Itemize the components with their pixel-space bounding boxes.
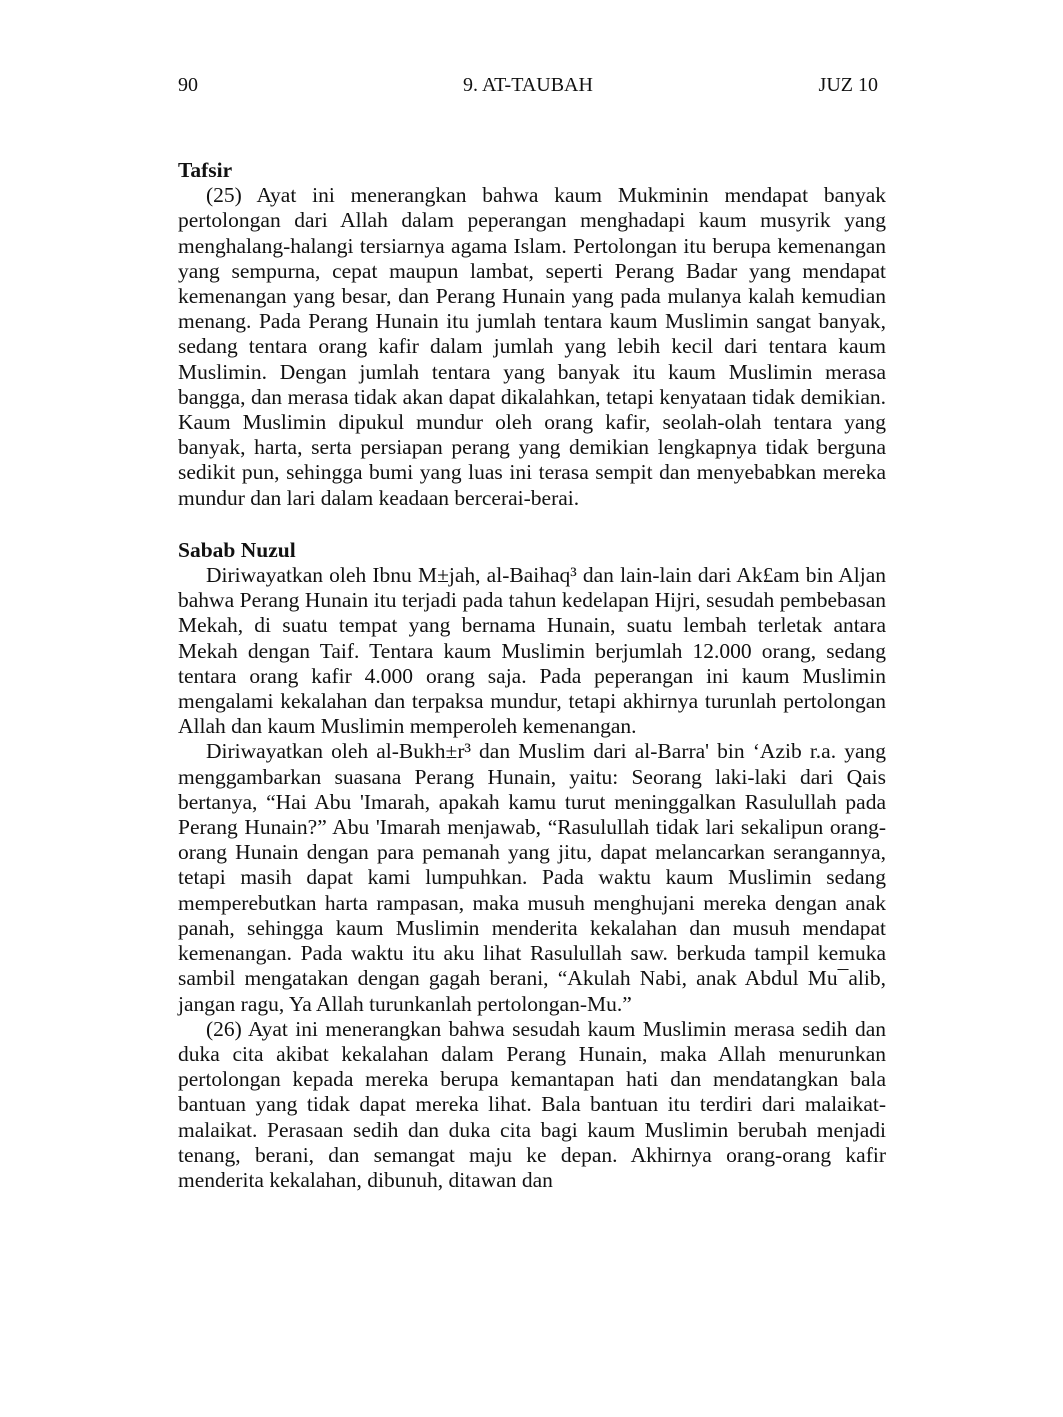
page-number: 90 <box>178 74 198 96</box>
section-spacer <box>178 511 886 538</box>
chapter-title: 9. AT-TAUBAH <box>463 74 593 96</box>
tafsir-heading: Tafsir <box>178 158 233 182</box>
running-header <box>178 74 878 102</box>
sabab-nuzul-paragraph-1: Diriwayatkan oleh Ibnu M±jah, al-Baihaq³ dan lain-lain dari Ak£am bin Aljan bahwa Perang Hunain itu terjadi pada tahun kedelapan Hijri, sesudah pembebasan Mekah, di suatu tempat yang bernama Hunain, suatu lembah terletak antara Mekah dengan Taif. Tentara kaum Muslimin berjumlah 12.000 orang, sedang tentara orang kafir 4.000 orang saja. Pada peperangan ini kaum Muslimin mengalami kekalahan dan terpaksa mundur, tetapi akhirnya turunlah pertolongan Allah dan kaum Muslimin memperoleh kemenangan. <box>178 563 886 739</box>
page-body <box>178 158 886 1193</box>
tafsir-paragraph-26: (26) Ayat ini menerangkan bahwa sesudah kaum Muslimin merasa sedih dan duka cita akibat kekalahan dalam Perang Hunain, maka Allah menurunkan pertolongan kepada mereka berupa kemantapan hati dan mendatangkan bala bantuan yang tidak dapat mereka lihat. Bala bantuan itu terdiri dari malaikat-malaikat. Perasaan sedih dan duka cita bagi kaum Muslimin berubah menjadi tenang, berani, dan semangat maju ke depan. Akhirnya orang-orang kafir menderita kekalahan, dibunuh, ditawan dan <box>178 1016 886 1192</box>
sabab-nuzul-heading: Sabab Nuzul <box>178 537 296 562</box>
juz-label: JUZ 10 <box>818 74 878 96</box>
tafsir-paragraph-25: (25) Ayat ini menerangkan bahwa kaum Mukminin mendapat banyak pertolongan dari Allah dalam peperangan menghadapi kaum musyrik yang menghalang-halangi tersiarnya agama Islam. Pertolongan itu berupa kemenangan yang sempurna, cepat maupun lambat, seperti Perang Badar yang mendapat kemenangan yang besar, dan Perang Hunain yang pada mulanya kalah kemudian menang. Pada Perang Hunain itu jumlah tentara kaum Muslimin sangat banyak, sedang tentara orang kafir dalam jumlah yang lebih kecil dari tentara kaum Muslimin. Dengan jumlah tentara yang banyak itu kaum Muslimin merasa bangga, dan merasa tidak akan dapat dikalahkan, tetapi kenyataan tidak demikian. Kaum Muslimin dipukul mundur oleh orang kafir, seolah-olah tentara yang banyak, harta, serta persiapan perang yang demikian lengkapnya tidak berguna sedikit pun, sehingga bumi yang luas ini terasa sempit dan menyebabkan mereka mundur dan lari dalam keadaan bercerai-berai. <box>178 183 886 510</box>
sabab-nuzul-paragraph-2: Diriwayatkan oleh al-Bukh±r³ dan Muslim dari al-Barra' bin ‘Azib r.a. yang menggambarkan suasana Perang Hunain, yaitu: Seorang laki-laki dari Qais bertanya, “Hai Abu 'Imarah, apakah kamu turut meninggalkan Rasulullah pada Perang Hunain?” Abu 'Imarah menjawab, “Rasulullah tidak lari sekalipun orang-orang Hunain dengan para pemanah yang jitu, dapat melancarkan serangannya, tetapi masih dapat kami lumpuhkan. Pada waktu kaum Muslimin sedang memperebutkan harta rampasan, maka musuh menghujani mereka dengan anak panah, sehingga kaum Muslimin menderita kekalahan dan musuh mendapat kemenangan. Pada waktu itu aku lihat Rasulullah saw. berkuda tampil kemuka sambil mengatakan dengan gagah berani, “Akulah Nabi, anak Abdul Mu¯alib, jangan ragu, Ya Allah turunkanlah pertolongan-Mu.” <box>178 739 886 1016</box>
